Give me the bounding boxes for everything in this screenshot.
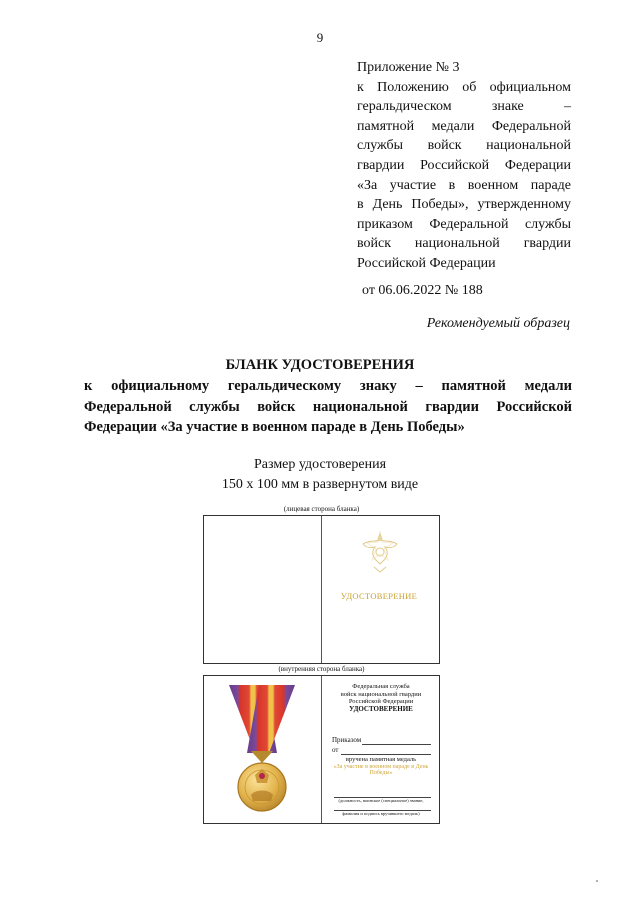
size-line: 150 х 100 мм в развернутом виде (221, 477, 419, 492)
service-name-line: Российской Федерации (348, 698, 414, 705)
appendix-line: службы войск национальной (357, 138, 571, 154)
appendix-line: к Положению об официальном (357, 79, 571, 95)
appendix-line: геральдическом знаке – (357, 99, 571, 115)
medal-name: «За участие в военном параде в День Победы» (333, 764, 429, 776)
from-blank-line (341, 754, 431, 755)
awarded-text: вручена памятная медаль (345, 756, 417, 763)
service-name-line: войск национальной гвардии (340, 690, 422, 698)
signature-note: фамилия и подпись вручившего медаль) (342, 811, 420, 816)
appendix-line: войск национальной гвардии (357, 236, 571, 252)
appendix-line: гвардии Российской Федерации (357, 157, 571, 173)
front-side-blank (203, 515, 440, 664)
scan-speck (596, 880, 598, 882)
subtitle-line: к официальному геральдическому знаку – памятной медали (84, 378, 572, 394)
appendix-line: приказом Федеральной службы (357, 216, 571, 232)
from-label: от (332, 746, 339, 754)
subtitle-line: Федеральной службы войск национальной гвардии Российской (84, 398, 572, 415)
document-title: БЛАНК УДОСТОВЕРЕНИЯ (225, 357, 415, 373)
recommended-sample-label: Рекомендуемый образец (426, 316, 570, 331)
inner-caption: (внутренняя сторона бланка) (278, 665, 365, 673)
size-line: Размер удостоверения (253, 457, 387, 472)
size-description (0, 455, 640, 495)
appendix-line: памятной медали Федеральной (357, 118, 571, 134)
order-date: от 06.06.2022 № 188 (362, 283, 483, 298)
fold-line (321, 516, 322, 663)
order-blank-line (362, 744, 431, 745)
appendix-line: в День Победы», утвержденному (357, 197, 571, 213)
order-label: Приказом (332, 736, 362, 744)
position-note: (должность, воинское (специальное) звание, (338, 798, 424, 803)
fold-line (321, 676, 322, 823)
appendix-block (357, 58, 571, 274)
appendix-line: «За участие в военном параде (357, 177, 571, 193)
page-number: 9 (316, 30, 324, 45)
document-subtitle (84, 376, 572, 438)
front-caption: (лицевая сторона бланка) (283, 505, 360, 513)
medal-image-icon (225, 683, 299, 818)
front-certificate-title: УДОСТОВЕРЕНИЕ (340, 591, 418, 601)
inner-certificate-heading: УДОСТОВЕРЕНИЕ (349, 704, 413, 713)
service-name-line: Федеральная служба (352, 683, 410, 690)
appendix-line: Российской Федерации (357, 255, 496, 271)
eagle-emblem-icon (357, 530, 403, 576)
appendix-line: Приложение № 3 (357, 60, 460, 75)
subtitle-line: Федерации «За участие в военном параде в День Победы» (84, 419, 465, 435)
